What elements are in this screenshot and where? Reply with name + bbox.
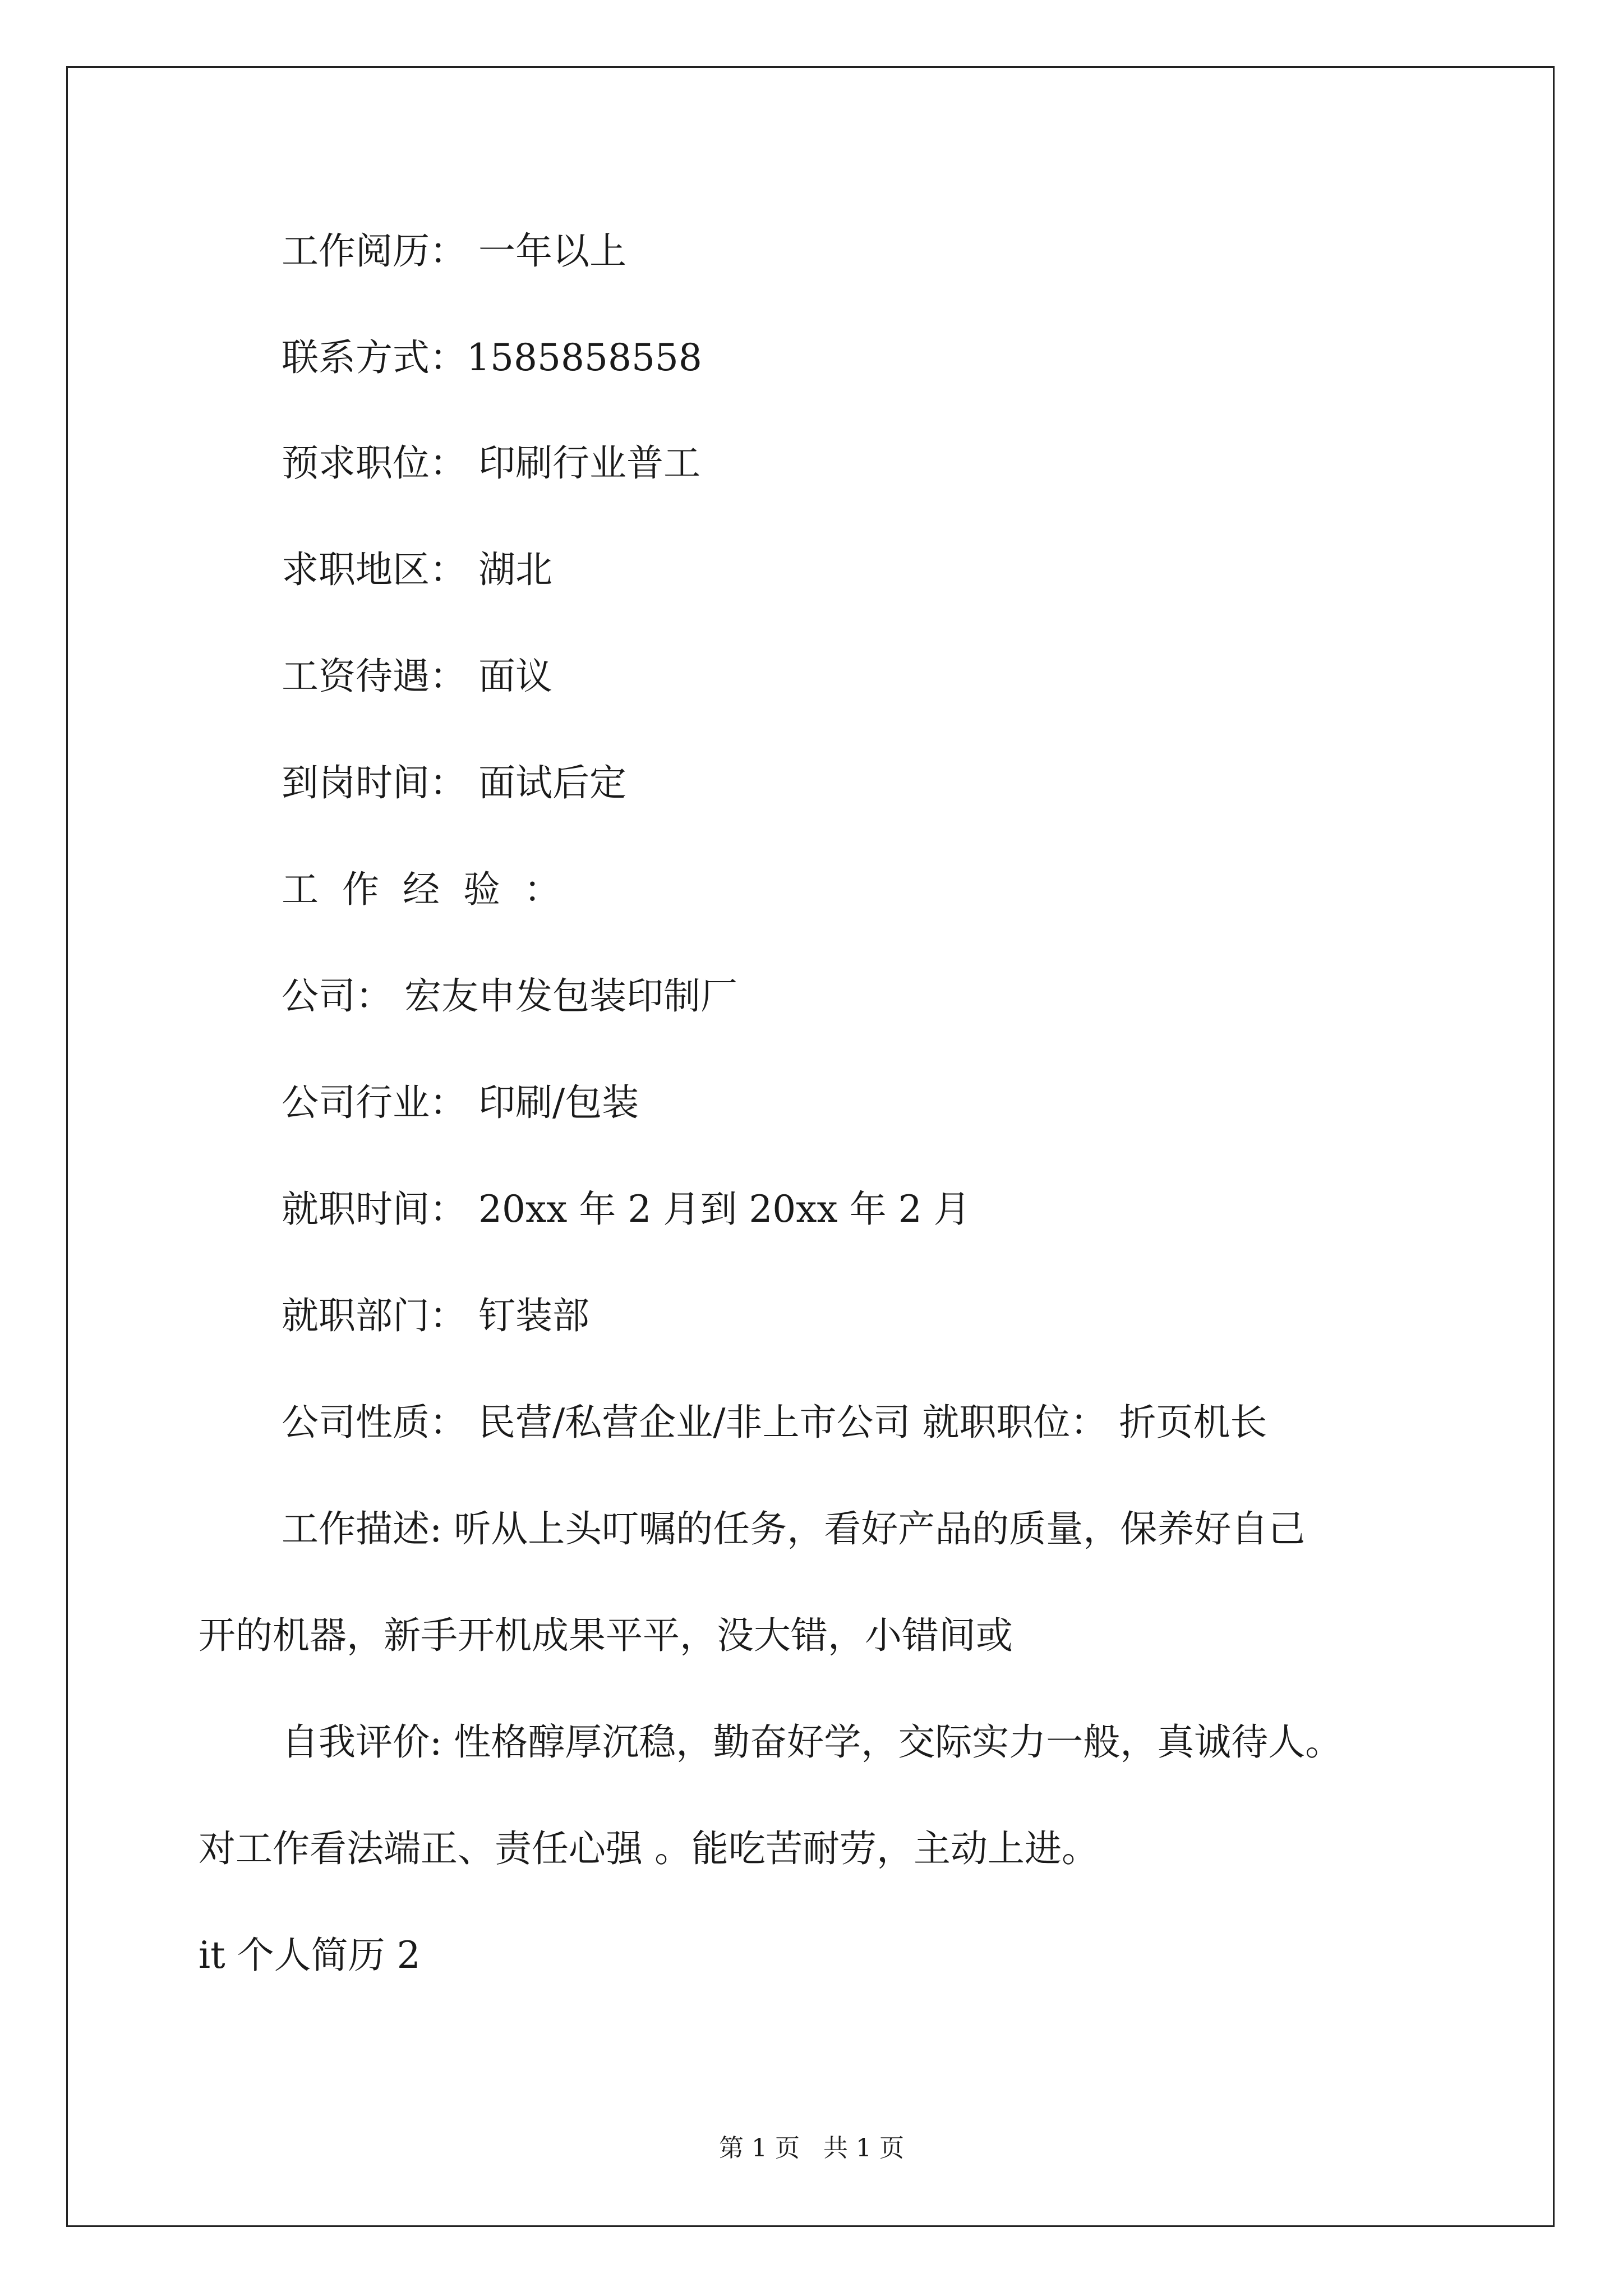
work-experience-years: 工作阅历： 一年以上 [282, 229, 626, 273]
job-description-line-1: 工作描述: 听从上头叮嘱的任务，看好产品的质量，保养好自己 [282, 1507, 1306, 1550]
department: 就职部门： 钉装部 [282, 1294, 589, 1337]
company-name: 公司： 宏友申发包装印制厂 [282, 974, 737, 1018]
self-evaluation-line-1: 自我评价: 性格醇厚沉稳，勤奋好学，交际实力一般，真诚待人。 [282, 1720, 1343, 1764]
company-type-and-position: 公司性质： 民营/私营企业/非上市公司 就职职位： 折页机长 [282, 1401, 1267, 1444]
start-time: 到岗时间： 面试后定 [282, 761, 626, 804]
job-region: 求职地区： 湖北 [282, 548, 552, 591]
work-experience-heading: 工作经验： [282, 868, 584, 911]
employment-period: 就职时间： 20xx 年 2 月到 20xx 年 2 月 [282, 1188, 971, 1231]
section-title-it-resume: it 个人简历 2 [199, 1934, 421, 1977]
contact-info: 联系方式：1585858558 [282, 336, 702, 379]
job-description-line-2: 开的机器，新手开机成果平平，没大错，小错间或 [199, 1614, 1013, 1657]
page-number-footer: 第 1 页 共 1 页 [719, 2134, 904, 2162]
page-border [66, 66, 1555, 2227]
salary: 工资待遇： 面议 [282, 655, 552, 698]
desired-position: 预求职位： 印刷行业普工 [282, 441, 700, 485]
company-industry: 公司行业： 印刷/包装 [282, 1081, 639, 1124]
self-evaluation-line-2: 对工作看法端正、责任心强 。能吃苦耐劳，主动上进。 [199, 1827, 1099, 1870]
